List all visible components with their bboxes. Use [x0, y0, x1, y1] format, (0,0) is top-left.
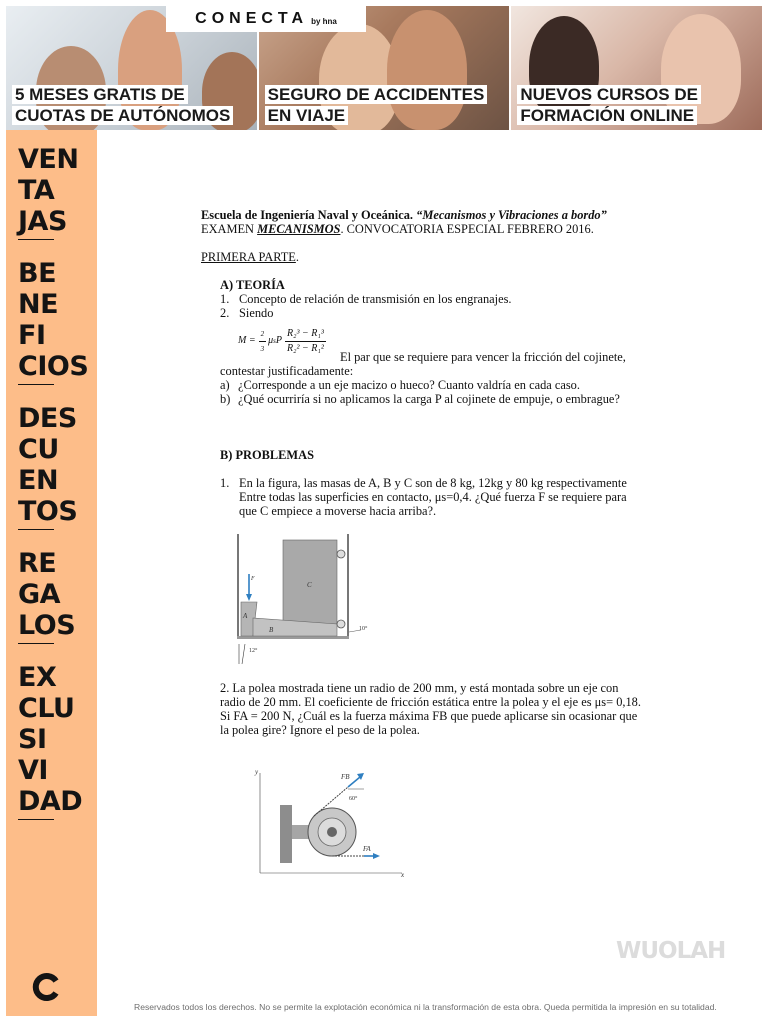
promo-sidebar[interactable] — [6, 130, 97, 1016]
coef-numerator: 2 — [259, 327, 267, 342]
roller-top — [337, 550, 345, 558]
sidebar-word: EN — [18, 465, 59, 496]
sidebar-word: TA — [18, 175, 55, 206]
subitem-letter: b) — [220, 392, 231, 406]
banner-caption-line: NUEVOS CURSOS DE — [517, 85, 701, 104]
theory-text: contestar justificadamente: — [220, 364, 354, 378]
wuolah-watermark: WUOLAH — [616, 938, 726, 964]
part-dot: . — [295, 250, 299, 264]
theory-item — [220, 306, 671, 320]
label-y: y — [255, 768, 259, 776]
item-text: Concepto de relación de transmisión en los engranajes. — [239, 292, 512, 306]
exam-header-line2 — [201, 222, 671, 236]
banner-caption-line: SEGURO DE ACCIDENTES — [265, 85, 488, 104]
theory-item — [220, 292, 671, 306]
exam-subject: MECANISMOS — [257, 222, 341, 236]
exam-document — [201, 208, 671, 518]
label-angle-bottom: 12° — [249, 648, 258, 654]
problem-line: Entre todas las superficies en contacto, μs=0,4. ¿Qué fuerza F se requiere para — [239, 490, 627, 504]
label-c: C — [307, 581, 312, 589]
label-f: F — [251, 576, 255, 582]
problem-line: que C empiece a moverse hacia arriba?. — [239, 504, 437, 518]
school-name: Escuela de Ingeniería Naval y Oceánica. — [201, 208, 414, 222]
exam-prefix: EXAMEN — [201, 222, 258, 236]
sidebar-word: RE — [18, 548, 57, 579]
theory-subitem — [220, 392, 671, 406]
theory-heading: A) TEORÍA — [220, 278, 285, 292]
problem-2 — [220, 681, 670, 737]
banner-panel-cursos[interactable] — [509, 6, 762, 130]
item-text: Siendo — [239, 306, 274, 320]
problem-line: radio de 20 mm. El coeficiente de fricción estática entre la polea y el eje es μs= 0,18. — [220, 695, 641, 709]
label-x: x — [401, 871, 405, 879]
problem-line: En la figura, las masas de A, B y C son de 8 kg, 12kg y 80 kg respectivamente — [239, 476, 627, 490]
problem-number: 1. — [220, 476, 230, 490]
sidebar-divider — [18, 384, 54, 385]
theory-text: El par que se requiere para vencer la fricción del cojinete, — [340, 350, 626, 364]
wedge-figure — [229, 532, 379, 667]
subitem-text: ¿Qué ocurriría si no aplicamos la carga P al cojinete de empuje, o embrague? — [238, 392, 620, 406]
subitem-letter: a) — [220, 378, 230, 392]
sidebar-divider — [18, 529, 54, 530]
formula-denominator: R₂² − R₁² — [286, 342, 324, 354]
sidebar-word: VEN — [18, 144, 79, 175]
sidebar-group-exclusividad — [18, 662, 94, 838]
sidebar-word: FI — [18, 320, 46, 351]
label-a: A — [243, 612, 248, 620]
angle-line — [242, 644, 245, 664]
footer-copyright: Reservados todos los derechos. No se permite la explotación económica ni la transformación de esta obra. Queda permitida la impresión en su totalidad. — [134, 1002, 717, 1012]
course-name: “Mecanismos y Vibraciones a bordo” — [416, 208, 607, 222]
formula-coefficient — [259, 327, 267, 356]
part-title — [201, 250, 671, 264]
banner-caption — [517, 84, 701, 126]
banner-caption-line: EN VIAJE — [265, 106, 348, 125]
banner-caption — [265, 84, 488, 126]
sidebar-word: VI — [18, 755, 48, 786]
problem-line: Si FA = 200 N, ¿Cuál es la fuerza máxima FB que puede aplicarse sin ocasionar que — [220, 709, 638, 723]
force-f-arrowhead — [246, 594, 252, 601]
banner-caption — [12, 84, 233, 126]
brand-logo — [166, 6, 366, 32]
label-fa: FA — [363, 845, 371, 853]
sidebar-word: EX — [18, 662, 57, 693]
part-label: PRIMERA PARTE — [201, 250, 296, 264]
sidebar-words — [18, 144, 94, 838]
theory-subitem — [220, 378, 671, 392]
brand-name: CONECTA — [195, 10, 309, 27]
force-fb-arrow — [348, 777, 360, 787]
problem-line: 2. La polea mostrada tiene un radio de 200 mm, y está montada sobre un eje con — [220, 681, 619, 695]
sidebar-word: CIOS — [18, 351, 89, 382]
formula-p: P — [275, 335, 282, 346]
sidebar-group-descuentos — [18, 403, 94, 548]
roller-bottom — [337, 620, 345, 628]
item-number: 1. — [220, 292, 230, 306]
banner-caption-line: CUOTAS DE AUTÓNOMOS — [12, 106, 233, 125]
pulley-shaft — [327, 827, 337, 837]
label-b: B — [269, 626, 274, 634]
conecta-c-icon[interactable] — [32, 972, 62, 1002]
sidebar-word: CU — [18, 434, 59, 465]
banner-caption-line: FORMACIÓN ONLINE — [517, 106, 697, 125]
sidebar-group-ventajas — [18, 144, 94, 258]
sidebar-word: SI — [18, 724, 47, 755]
theory-list — [201, 292, 671, 406]
problem-1 — [201, 476, 671, 518]
right-wall — [347, 534, 349, 639]
sidebar-word: DAD — [18, 786, 83, 817]
item-number: 2. — [220, 306, 230, 320]
sidebar-divider — [18, 239, 54, 240]
coef-denominator: 3 — [260, 344, 265, 353]
formula-mu-sub: s — [273, 337, 276, 345]
sidebar-divider — [18, 643, 54, 644]
sidebar-word: GA — [18, 579, 61, 610]
floor — [237, 636, 349, 639]
banner-caption-line: 5 MESES GRATIS DE — [12, 85, 188, 104]
label-fb: FB — [341, 773, 350, 781]
left-wall — [237, 534, 239, 639]
force-fa-arrowhead — [373, 853, 380, 859]
sidebar-word: CLU — [18, 693, 75, 724]
problem-line: la polea gire? Ignore el peso de la polea. — [220, 723, 420, 737]
label-angle-right: 10° — [359, 626, 368, 632]
formula-fraction — [285, 327, 326, 356]
subitem-text: ¿Corresponde a un eje macizo o hueco? Cuanto valdría en cada caso. — [238, 378, 580, 392]
problem-1-text — [239, 476, 627, 518]
sidebar-word: NE — [18, 289, 59, 320]
sidebar-word: BE — [18, 258, 57, 289]
pulley-figure — [250, 765, 410, 880]
sidebar-word: DES — [18, 403, 77, 434]
label-angle: 60° — [349, 796, 358, 802]
support-wall — [280, 805, 292, 863]
sidebar-word: LOS — [18, 610, 76, 641]
formula-numerator: R₂³ − R₁³ — [285, 327, 326, 342]
sidebar-divider — [18, 819, 54, 820]
sidebar-group-regalos — [18, 548, 94, 662]
brand-sub: by hna — [311, 16, 337, 26]
formula-mu: μ — [268, 335, 274, 346]
formula-lhs: M = — [238, 335, 256, 346]
sidebar-word: JAS — [18, 206, 67, 237]
sidebar-group-beneficios — [18, 258, 94, 403]
exam-header-line1 — [201, 208, 671, 222]
problems-heading: B) PROBLEMAS — [220, 448, 314, 462]
exam-suffix: . CONVOCATORIA ESPECIAL FEBRERO 2016. — [340, 222, 594, 236]
promo-banner[interactable] — [6, 6, 762, 130]
sidebar-word: TOS — [18, 496, 78, 527]
